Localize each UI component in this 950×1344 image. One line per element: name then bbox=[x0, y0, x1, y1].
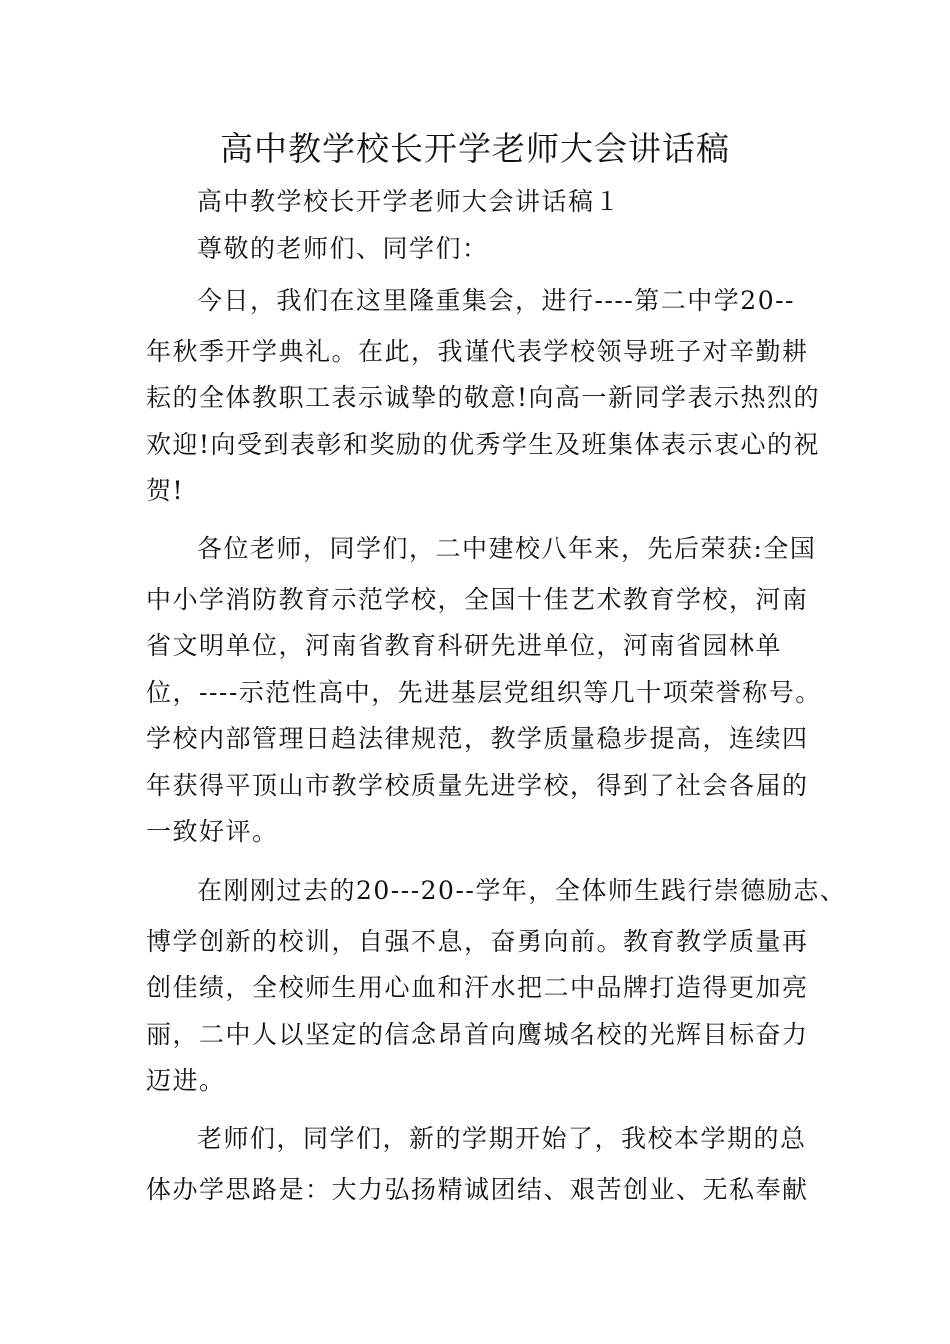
paragraph-line: 一致好评。 bbox=[146, 817, 279, 846]
paragraph-line: 省文明单位，河南省教育科研先进单位，河南省园林单 bbox=[146, 631, 783, 660]
salutation: 尊敬的老师们、同学们： bbox=[197, 234, 489, 263]
paragraph-line: 位，----示范性高中，先进基层党组织等几十项荣誉称号。 bbox=[146, 678, 822, 707]
paragraph-line: 丽，二中人以坚定的信念昂首向鹰城名校的光辉目标奋力 bbox=[146, 1020, 809, 1049]
document-subtitle: 高中教学校长开学老师大会讲话稿１ bbox=[197, 187, 622, 216]
paragraph-line: 博学创新的校训，自强不息，奋勇向前。教育教学质量再 bbox=[146, 927, 809, 956]
paragraph-line: 迈进。 bbox=[146, 1066, 226, 1095]
paragraph-line: 各位老师，同学们，二中建校八年来，先后荣获:全国 bbox=[197, 534, 817, 563]
paragraph-line: 体办学思路是：大力弘扬精诚团结、艰苦创业、无私奉献 bbox=[146, 1175, 809, 1204]
paragraph-line: 中小学消防教育示范学校，全国十佳艺术教育学校，河南 bbox=[146, 585, 809, 614]
paragraph-line: 创佳绩，全校师生用心血和汗水把二中品牌打造得更加亮 bbox=[146, 973, 809, 1002]
document-title: 高中教学校长开学老师大会讲话稿 bbox=[220, 129, 730, 168]
paragraph-line: 耘的全体教职工表示诚挚的敬意!向高一新同学表示热烈的 bbox=[146, 383, 821, 412]
paragraph-line: 老师们，同学们，新的学期开始了，我校本学期的总 bbox=[197, 1124, 807, 1153]
paragraph-line: 学校内部管理日趋法律规范，教学质量稳步提高，连续四 bbox=[146, 724, 809, 753]
paragraph-line: 欢迎!向受到表彰和奖励的优秀学生及班集体表示衷心的祝 bbox=[146, 430, 821, 459]
paragraph-line: 在刚刚过去的20---20--学年，全体师生践行崇德励志、 bbox=[197, 876, 847, 905]
paragraph-line: 年秋季开学典礼。在此，我谨代表学校领导班子对辛勤耕 bbox=[146, 337, 809, 366]
paragraph-line: 年获得平顶山市教学校质量先进学校，得到了社会各届的 bbox=[146, 771, 809, 800]
paragraph-line: 贺! bbox=[146, 476, 185, 505]
paragraph-line: 今日，我们在这里隆重集会，进行----第二中学20-- bbox=[197, 286, 795, 315]
